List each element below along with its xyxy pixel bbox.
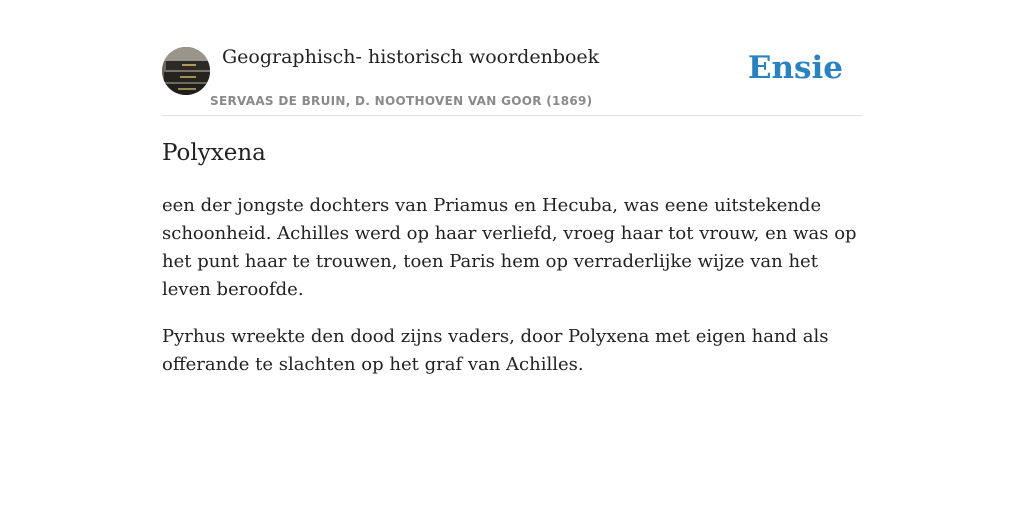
book-title[interactable]: Geographisch- historisch woordenboek (222, 46, 600, 68)
entry-title: Polyxena (162, 140, 266, 166)
book-authors-year: SERVAAS DE BRUIN, D. NOOTHOVEN VAN GOOR (1869) (210, 94, 593, 108)
page-container (162, 40, 862, 375)
brand-logo-link[interactable]: Ensie (747, 50, 843, 86)
book-header (162, 40, 862, 116)
entry-body (162, 192, 862, 398)
entry-paragraph: Pyrhus wreekte den dood zijns vaders, door Polyxena met eigen hand als offerande te slachten op het graf van Achilles. (162, 326, 829, 375)
book-avatar[interactable] (162, 47, 210, 95)
entry-paragraph: een der jongste dochters van Priamus en Hecuba, was eene uitstekende schoonheid. Achilles werd op haar verliefd, vroeg haar tot vrouw, en was op het punt haar te trouwen, toen Paris hem op verraderlijke wijze van het leven beroofde. (162, 195, 857, 300)
book-stack-icon (162, 47, 210, 95)
